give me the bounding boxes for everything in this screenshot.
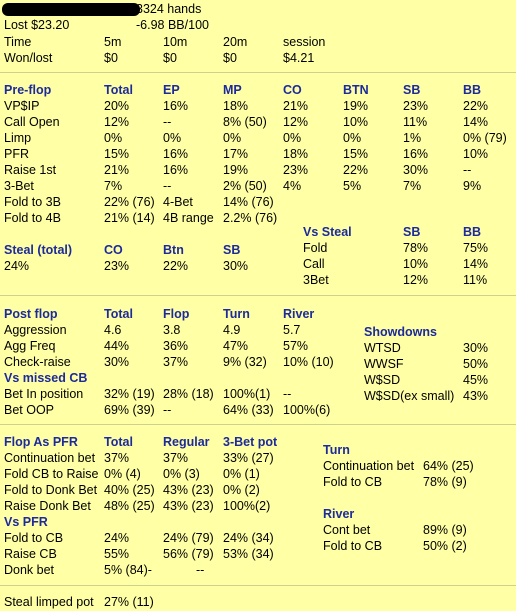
wonlost-session: $4.21 (283, 51, 315, 65)
wonlost-5m: $0 (104, 51, 118, 65)
vs-pfr-cell: 56% (79) (163, 547, 214, 561)
preflop-row-label: VP$IP (4, 99, 40, 113)
four-bet-value: 14% (76) (223, 195, 274, 209)
river-cell: 89% (9) (423, 523, 467, 537)
missed-cb-cell: 100%(1) (223, 387, 271, 401)
vs-pfr-title: Vs PFR (4, 515, 48, 529)
preflop-cell: 15% (343, 147, 369, 161)
flop-pfr-cell: 0% (2) (223, 483, 260, 497)
flop-pfr-cell: 37% (163, 451, 189, 465)
vs-pfr-cell: -- (196, 563, 205, 577)
postflop-title: Post flop (4, 307, 58, 321)
vs-steal-title: Vs Steal (303, 225, 352, 239)
showdowns-value: 50% (463, 357, 489, 371)
vs-pfr-cell: 53% (34) (223, 547, 274, 561)
vs-pfr-row-label: Fold to CB (4, 531, 64, 545)
preflop-cell: 0% (79) (463, 131, 507, 145)
postflop-cell: 4.9 (223, 323, 241, 337)
hands-count: 3324 hands (136, 2, 202, 16)
postflop-cell: 57% (283, 339, 309, 353)
flop-pfr-row-label: Raise Donk Bet (4, 499, 91, 513)
steal-header-co: CO (104, 243, 123, 257)
postflop-row-label: Aggression (4, 323, 67, 337)
redacted-player-name (2, 3, 140, 16)
time-20m: 20m (223, 35, 248, 49)
divider (0, 295, 516, 296)
preflop-cell: 0% (163, 131, 182, 145)
preflop-cell: 12% (283, 115, 309, 129)
preflop-cell: 1% (403, 131, 422, 145)
river-cell: 50% (2) (423, 539, 467, 553)
preflop-cell: 4% (283, 179, 302, 193)
vs-steal-row-label: 3Bet (303, 273, 329, 287)
divider (0, 424, 516, 425)
preflop-cell: 0% (104, 131, 123, 145)
preflop-cell: 22% (463, 99, 489, 113)
preflop-title: Pre-flop (4, 83, 52, 97)
vs-steal-row-label: Fold (303, 241, 328, 255)
bb-per-100: -6.98 BB/100 (136, 18, 209, 32)
showdowns-value: 43% (463, 389, 489, 403)
wonlost-20m: $0 (223, 51, 237, 65)
postflop-cell: 4.6 (104, 323, 122, 337)
preflop-cell: 12% (104, 115, 130, 129)
missed-cb-cell: 32% (19) (104, 387, 155, 401)
preflop-row-label: Raise 1st (4, 163, 57, 177)
vs-steal-cell: 12% (403, 273, 429, 287)
vs-pfr-cell: 24% (104, 531, 130, 545)
divider (0, 72, 516, 73)
vs-pfr-cell: 24% (79) (163, 531, 214, 545)
wonlost-label: Won/lost (4, 51, 53, 65)
showdowns-label: WWSF (364, 357, 404, 371)
missed-cb-row-label: Bet In position (4, 387, 84, 401)
steal-btn: 22% (163, 259, 189, 273)
vs-steal-cell: 14% (463, 257, 489, 271)
preflop-cell: -- (163, 179, 172, 193)
showdowns-value: 30% (463, 341, 489, 355)
preflop-cell: 18% (223, 99, 249, 113)
preflop-cell: 0% (343, 131, 362, 145)
flop-pfr-row-label: Fold CB to Raise (4, 467, 99, 481)
flop-pfr-header-3bet: 3-Bet pot (223, 435, 278, 449)
steal-limped-label: Steal limped pot (4, 595, 94, 609)
flop-pfr-row-label: Continuation bet (4, 451, 96, 465)
vs-steal-cell: 11% (463, 273, 488, 287)
preflop-cell: 5% (343, 179, 362, 193)
preflop-cell: 21% (104, 163, 130, 177)
vs-steal-header-sb: SB (403, 225, 421, 239)
missed-cb-cell: 28% (18) (163, 387, 214, 401)
vs-steal-row-label: Call (303, 257, 325, 271)
flop-pfr-header-total: Total (104, 435, 133, 449)
preflop-header-co: CO (283, 83, 302, 97)
postflop-cell: 47% (223, 339, 249, 353)
turn-row-label: Fold to CB (323, 475, 383, 489)
vs-steal-header-bb: BB (463, 225, 482, 239)
preflop-cell: 19% (343, 99, 369, 113)
flop-pfr-cell: 0% (3) (163, 467, 200, 481)
preflop-row-label: 3-Bet (4, 179, 34, 193)
preflop-header-mp: MP (223, 83, 242, 97)
lost-amount: Lost $23.20 (4, 18, 70, 32)
vs-pfr-cell: 55% (104, 547, 130, 561)
missed-cb-row-label: Bet OOP (4, 403, 55, 417)
flop-pfr-cell: 37% (104, 451, 130, 465)
divider (0, 585, 516, 586)
postflop-cell: 10% (10) (283, 355, 334, 369)
flop-pfr-header-regular: Regular (163, 435, 210, 449)
time-10m: 10m (163, 35, 188, 49)
missed-cb-cell: -- (283, 387, 292, 401)
preflop-cell: 19% (223, 163, 249, 177)
turn-cell: 78% (9) (423, 475, 467, 489)
preflop-cell: 21% (283, 99, 309, 113)
steal-limped-value: 27% (11) (104, 595, 154, 609)
preflop-header-total: Total (104, 83, 133, 97)
steal-total: 24% (4, 259, 30, 273)
postflop-cell: 9% (32) (223, 355, 267, 369)
preflop-cell: 30% (403, 163, 429, 177)
turn-row-label: Continuation bet (323, 459, 415, 473)
flop-pfr-cell: 33% (27) (223, 451, 274, 465)
preflop-cell: 15% (104, 147, 130, 161)
postflop-header-flop: Flop (163, 307, 190, 321)
vs-steal-cell: 10% (403, 257, 429, 271)
flop-pfr-cell: 48% (25) (104, 499, 155, 513)
four-bet-range-label: 4B range (163, 211, 214, 225)
four-bet-label: 4-Bet (163, 195, 193, 209)
river-row-label: Cont bet (323, 523, 371, 537)
preflop-cell: 23% (403, 99, 429, 113)
preflop-cell: 23% (283, 163, 309, 177)
preflop-header-btn: BTN (343, 83, 369, 97)
time-label: Time (4, 35, 32, 49)
preflop-cell: 16% (163, 163, 189, 177)
preflop-cell: 7% (104, 179, 123, 193)
missed-cb-title: Vs missed CB (4, 371, 88, 385)
preflop-cell: -- (163, 115, 172, 129)
preflop-cell: 16% (163, 147, 189, 161)
preflop-header-ep: EP (163, 83, 180, 97)
vs-steal-cell: 78% (403, 241, 429, 255)
flop-pfr-cell: 43% (23) (163, 499, 214, 513)
preflop-cell: 10% (343, 115, 369, 129)
river-row-label: Fold to CB (323, 539, 383, 553)
flop-pfr-cell: 43% (23) (163, 483, 214, 497)
fold-4b-label: Fold to 4B (4, 211, 61, 225)
vs-pfr-cell: 24% (34) (223, 531, 274, 545)
postflop-cell: 36% (163, 339, 189, 353)
vs-pfr-row-label: Raise CB (4, 547, 57, 561)
preflop-header-sb: SB (403, 83, 421, 97)
steal-header-sb: SB (223, 243, 241, 257)
four-bet-range-value: 2.2% (76) (223, 211, 278, 225)
preflop-cell: 0% (223, 131, 242, 145)
preflop-cell: 11% (403, 115, 428, 129)
wonlost-10m: $0 (163, 51, 177, 65)
postflop-cell: 30% (104, 355, 130, 369)
turn-cell: 64% (25) (423, 459, 474, 473)
showdowns-label: WTSD (364, 341, 401, 355)
preflop-cell: 14% (463, 115, 489, 129)
preflop-cell: 10% (463, 147, 489, 161)
turn-title: Turn (323, 443, 350, 457)
vs-pfr-cell: 5% (84)- (104, 563, 152, 577)
showdowns-value: 45% (463, 373, 489, 387)
showdowns-label: W$SD (364, 373, 401, 387)
preflop-row-label: Call Open (4, 115, 60, 129)
flop-pfr-cell: 40% (25) (104, 483, 155, 497)
fold-3b-total: 22% (76) (104, 195, 155, 209)
preflop-cell: 16% (403, 147, 429, 161)
missed-cb-cell: 64% (33) (223, 403, 274, 417)
missed-cb-cell: 100%(6) (283, 403, 331, 417)
preflop-cell: -- (463, 163, 472, 177)
steal-sb: 30% (223, 259, 249, 273)
preflop-cell: 16% (163, 99, 189, 113)
time-5m: 5m (104, 35, 122, 49)
flop-pfr-row-label: Fold to Donk Bet (4, 483, 98, 497)
flop-pfr-cell: 0% (4) (104, 467, 141, 481)
flop-pfr-cell: 0% (1) (223, 467, 260, 481)
time-session: session (283, 35, 326, 49)
preflop-row-label: PFR (4, 147, 29, 161)
missed-cb-cell: 69% (39) (104, 403, 155, 417)
showdowns-label: W$SD(ex small) (364, 389, 455, 403)
postflop-header-river: River (283, 307, 315, 321)
preflop-cell: 2% (50) (223, 179, 267, 193)
vs-pfr-row-label: Donk bet (4, 563, 55, 577)
flop-pfr-cell: 100%(2) (223, 499, 271, 513)
postflop-header-turn: Turn (223, 307, 250, 321)
preflop-cell: 9% (463, 179, 482, 193)
preflop-cell: 20% (104, 99, 130, 113)
preflop-cell: 22% (343, 163, 369, 177)
preflop-header-bb: BB (463, 83, 482, 97)
missed-cb-cell: -- (163, 403, 172, 417)
preflop-cell: 17% (223, 147, 249, 161)
preflop-cell: 18% (283, 147, 309, 161)
showdowns-title: Showdowns (364, 325, 437, 339)
preflop-cell: 7% (403, 179, 422, 193)
preflop-cell: 8% (50) (223, 115, 267, 129)
postflop-row-label: Agg Freq (4, 339, 56, 353)
steal-header-btn: Btn (163, 243, 184, 257)
preflop-row-label: Limp (4, 131, 32, 145)
postflop-header-total: Total (104, 307, 133, 321)
fold-3b-label: Fold to 3B (4, 195, 61, 209)
postflop-row-label: Check-raise (4, 355, 71, 369)
steal-co: 23% (104, 259, 130, 273)
flop-pfr-title: Flop As PFR (4, 435, 78, 449)
postflop-cell: 37% (163, 355, 189, 369)
postflop-cell: 5.7 (283, 323, 301, 337)
postflop-cell: 44% (104, 339, 130, 353)
river-title: River (323, 507, 355, 521)
steal-title: Steal (total) (4, 243, 73, 257)
postflop-cell: 3.8 (163, 323, 181, 337)
vs-steal-cell: 75% (463, 241, 489, 255)
preflop-cell: 0% (283, 131, 302, 145)
fold-4b-total: 21% (14) (104, 211, 155, 225)
